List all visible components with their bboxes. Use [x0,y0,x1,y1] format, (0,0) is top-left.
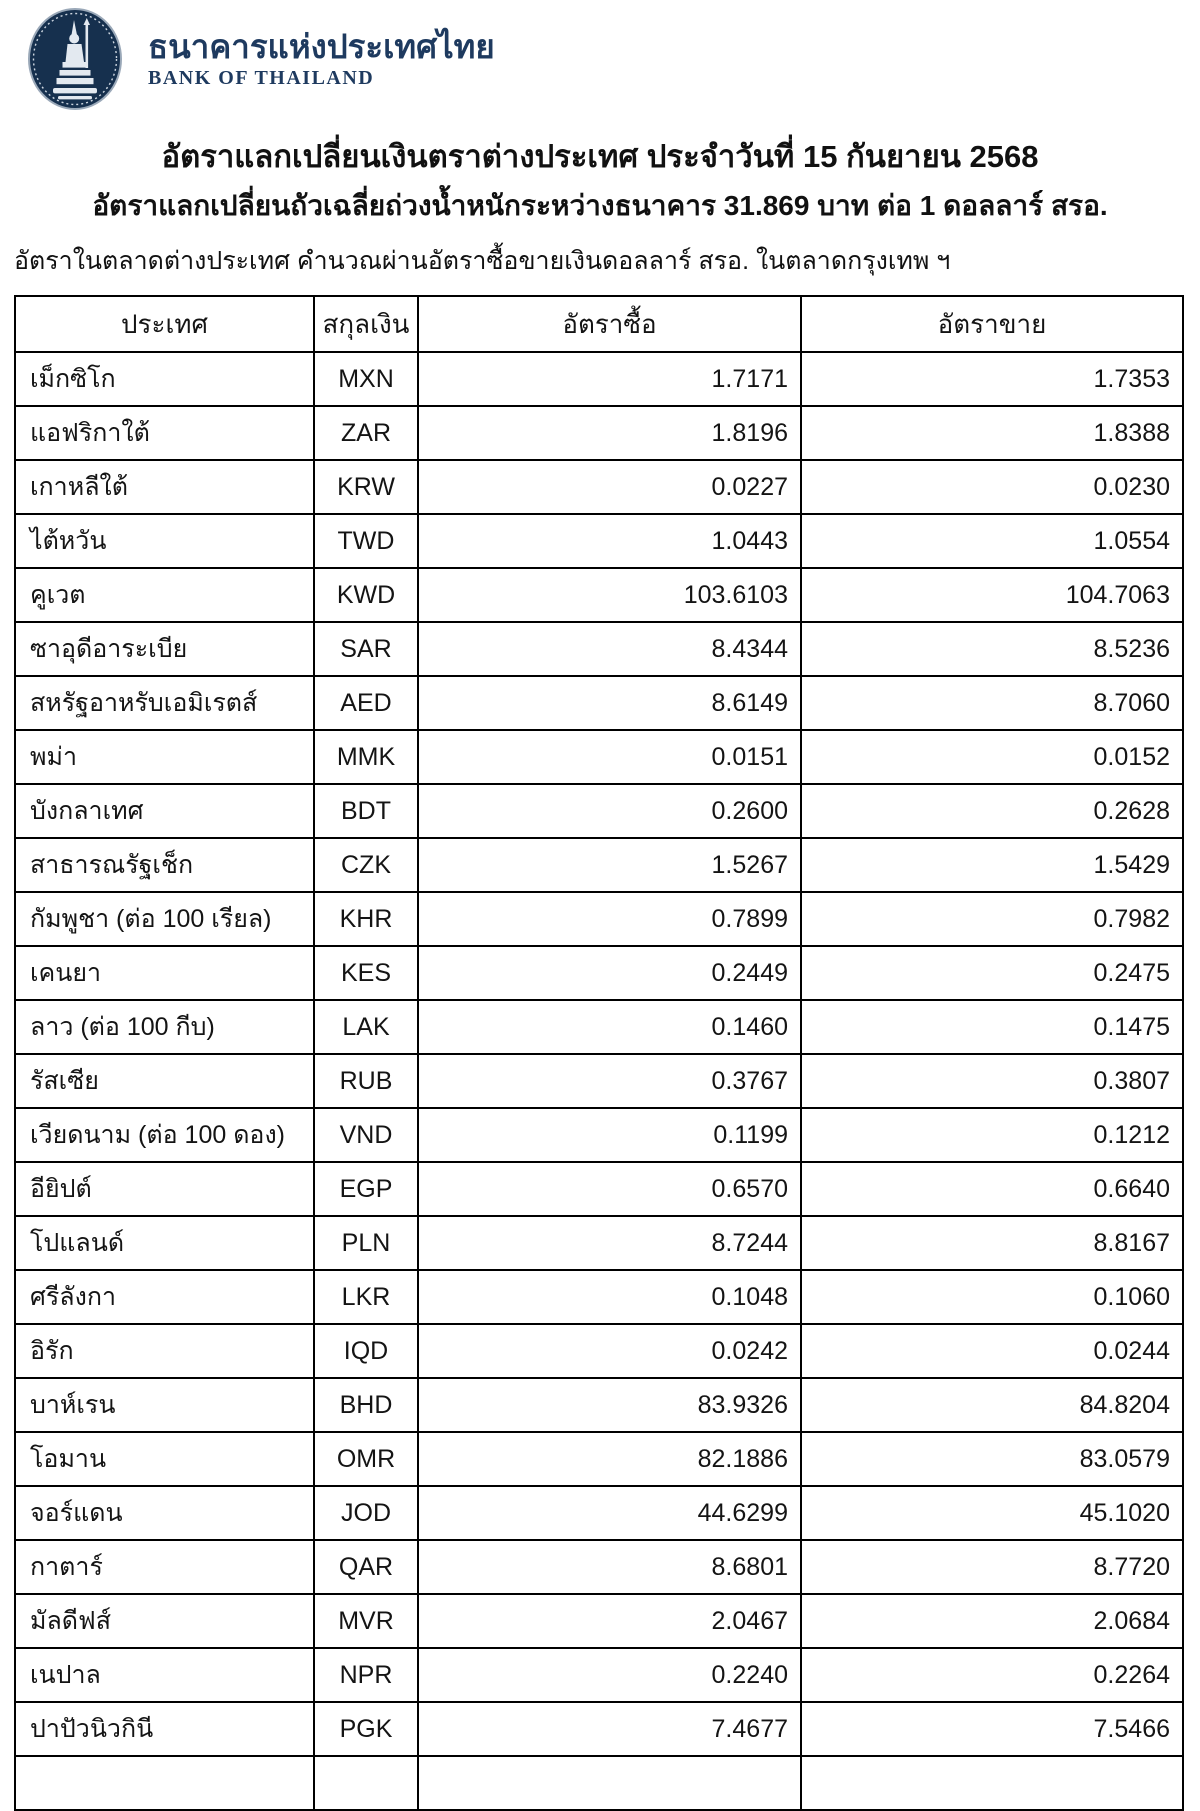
country-cell: ไต้หวัน [15,514,314,568]
sell-rate-cell: 0.1060 [801,1270,1183,1324]
currency-code-cell: OMR [314,1432,418,1486]
table-row [15,514,1183,568]
sell-rate-cell: 0.2264 [801,1648,1183,1702]
table-row [15,568,1183,622]
sell-rate-cell: 0.0152 [801,730,1183,784]
country-cell: กาตาร์ [15,1540,314,1594]
country-cell: ปาปัวนิวกินี [15,1702,314,1756]
buy-rate-cell: 0.1199 [418,1108,801,1162]
page-title: อัตราแลกเปลี่ยนเงินตราต่างประเทศ ประจำวันที่ 15 กันยายน 2568 [161,139,1039,174]
currency-code-cell: JOD [314,1486,418,1540]
buy-rate-cell: 7.4677 [418,1702,801,1756]
buy-rate-cell: 1.0443 [418,514,801,568]
empty-cell [801,1756,1183,1810]
currency-code-cell: IQD [314,1324,418,1378]
bank-names [148,28,495,91]
buy-rate-cell: 1.8196 [418,406,801,460]
country-cell: กัมพูชา (ต่อ 100 เรียล) [15,892,314,946]
currency-code-cell: LAK [314,1000,418,1054]
table-row [15,460,1183,514]
table-row [15,730,1183,784]
sell-rate-cell: 45.1020 [801,1486,1183,1540]
buy-rate-cell: 0.7899 [418,892,801,946]
buy-rate-cell: 0.2449 [418,946,801,1000]
buy-rate-cell: 0.6570 [418,1162,801,1216]
page-subtitle: อัตราแลกเปลี่ยนถัวเฉลี่ยถ่วงน้ำหนักระหว่างธนาคาร 31.869 บาท ต่อ 1 ดอลลาร์ สรอ. [92,189,1108,221]
buy-rate-cell: 8.7244 [418,1216,801,1270]
buy-rate-cell: 0.3767 [418,1054,801,1108]
sell-rate-cell: 8.7060 [801,676,1183,730]
buy-rate-cell: 0.0227 [418,460,801,514]
currency-code-cell: KES [314,946,418,1000]
column-header-sell-rate: อัตราขาย [801,296,1183,352]
sell-rate-cell: 0.1475 [801,1000,1183,1054]
buy-rate-cell: 2.0467 [418,1594,801,1648]
currency-code-cell: TWD [314,514,418,568]
buy-rate-cell: 8.4344 [418,622,801,676]
currency-code-cell: LKR [314,1270,418,1324]
buy-rate-cell: 0.2600 [418,784,801,838]
sell-rate-cell: 0.7982 [801,892,1183,946]
table-header-row [15,296,1183,352]
country-cell: บาห์เรน [15,1378,314,1432]
table-row [15,1378,1183,1432]
country-cell: แอฟริกาใต้ [15,406,314,460]
currency-code-cell: MXN [314,352,418,406]
buy-rate-cell: 8.6801 [418,1540,801,1594]
bank-name-thai: ธนาคารแห่งประเทศไทย [148,27,495,65]
country-cell: ศรีลังกา [15,1270,314,1324]
currency-code-cell: MVR [314,1594,418,1648]
country-cell: เนปาล [15,1648,314,1702]
currency-code-cell: KRW [314,460,418,514]
bot-emblem-icon [28,8,122,110]
table-row [15,406,1183,460]
sell-rate-cell: 0.2628 [801,784,1183,838]
market-note: อัตราในตลาดต่างประเทศ คำนวณผ่านอัตราซื้อขายเงินดอลลาร์ สรอ. ในตลาดกรุงเทพ ฯ [14,247,951,276]
table-row [15,1540,1183,1594]
country-cell: สหรัฐอาหรับเอมิเรตส์ [15,676,314,730]
country-cell: โอมาน [15,1432,314,1486]
sell-rate-cell: 7.5466 [801,1702,1183,1756]
table-row [15,1324,1183,1378]
table-row [15,892,1183,946]
sell-rate-cell: 1.8388 [801,406,1183,460]
table-row [15,784,1183,838]
currency-code-cell: VND [314,1108,418,1162]
country-cell: ซาอุดีอาระเบีย [15,622,314,676]
buy-rate-cell: 1.5267 [418,838,801,892]
table-row [15,352,1183,406]
table-row [15,838,1183,892]
currency-code-cell: QAR [314,1540,418,1594]
buy-rate-cell: 1.7171 [418,352,801,406]
empty-cell [314,1756,418,1810]
sell-rate-cell: 0.2475 [801,946,1183,1000]
buy-rate-cell: 8.6149 [418,676,801,730]
sell-rate-cell: 1.7353 [801,352,1183,406]
currency-code-cell: KHR [314,892,418,946]
title-block [50,136,1150,225]
currency-code-cell: RUB [314,1054,418,1108]
sell-rate-cell: 0.0230 [801,460,1183,514]
currency-code-cell: ZAR [314,406,418,460]
sell-rate-cell: 1.0554 [801,514,1183,568]
sell-rate-cell: 84.8204 [801,1378,1183,1432]
column-header-buy-rate: อัตราซื้อ [418,296,801,352]
currency-code-cell: BHD [314,1378,418,1432]
country-cell: เวียดนาม (ต่อ 100 ดอง) [15,1108,314,1162]
buy-rate-cell: 0.2240 [418,1648,801,1702]
table-row [15,1270,1183,1324]
table-row [15,1162,1183,1216]
sell-rate-cell: 0.6640 [801,1162,1183,1216]
country-cell: มัลดีฟส์ [15,1594,314,1648]
currency-code-cell: EGP [314,1162,418,1216]
table-row [15,1594,1183,1648]
country-cell: รัสเซีย [15,1054,314,1108]
currency-code-cell: MMK [314,730,418,784]
rate-table-body [15,352,1183,1810]
sell-rate-cell: 8.7720 [801,1540,1183,1594]
empty-cell [418,1756,801,1810]
sell-rate-cell: 83.0579 [801,1432,1183,1486]
buy-rate-cell: 0.1048 [418,1270,801,1324]
buy-rate-cell: 44.6299 [418,1486,801,1540]
sell-rate-cell: 104.7063 [801,568,1183,622]
currency-code-cell: PLN [314,1216,418,1270]
empty-cell [15,1756,314,1810]
currency-code-cell: AED [314,676,418,730]
bank-header [0,0,1200,110]
currency-code-cell: SAR [314,622,418,676]
bank-name-english: BANK OF THAILAND [148,67,375,90]
table-row [15,1000,1183,1054]
sell-rate-cell: 8.5236 [801,622,1183,676]
sell-rate-cell: 1.5429 [801,838,1183,892]
table-row [15,676,1183,730]
sell-rate-cell: 8.8167 [801,1216,1183,1270]
country-cell: สาธารณรัฐเช็ก [15,838,314,892]
currency-code-cell: BDT [314,784,418,838]
country-cell: อียิปต์ [15,1162,314,1216]
country-cell: บังกลาเทศ [15,784,314,838]
buy-rate-cell: 82.1886 [418,1432,801,1486]
currency-code-cell: KWD [314,568,418,622]
country-cell: พม่า [15,730,314,784]
buy-rate-cell: 83.9326 [418,1378,801,1432]
country-cell: คูเวต [15,568,314,622]
table-row [15,1648,1183,1702]
table-row-partial [15,1756,1183,1810]
table-row [15,622,1183,676]
table-row [15,1054,1183,1108]
country-cell: โปแลนด์ [15,1216,314,1270]
country-cell: อิรัก [15,1324,314,1378]
currency-code-cell: CZK [314,838,418,892]
buy-rate-cell: 0.0242 [418,1324,801,1378]
table-row [15,1702,1183,1756]
table-row [15,1432,1183,1486]
sell-rate-cell: 0.3807 [801,1054,1183,1108]
country-cell: เม็กซิโก [15,352,314,406]
sell-rate-cell: 0.0244 [801,1324,1183,1378]
currency-code-cell: NPR [314,1648,418,1702]
buy-rate-cell: 0.0151 [418,730,801,784]
column-header-country: ประเทศ [15,296,314,352]
sell-rate-cell: 2.0684 [801,1594,1183,1648]
sell-rate-cell: 0.1212 [801,1108,1183,1162]
country-cell: จอร์แดน [15,1486,314,1540]
country-cell: เกาหลีใต้ [15,460,314,514]
table-row [15,946,1183,1000]
table-row [15,1216,1183,1270]
currency-code-cell: PGK [314,1702,418,1756]
country-cell: ลาว (ต่อ 100 กีบ) [15,1000,314,1054]
country-cell: เคนยา [15,946,314,1000]
buy-rate-cell: 103.6103 [418,568,801,622]
buy-rate-cell: 0.1460 [418,1000,801,1054]
column-header-currency: สกุลเงิน [314,296,418,352]
exchange-rate-table [14,295,1184,1811]
table-row [15,1108,1183,1162]
table-row [15,1486,1183,1540]
